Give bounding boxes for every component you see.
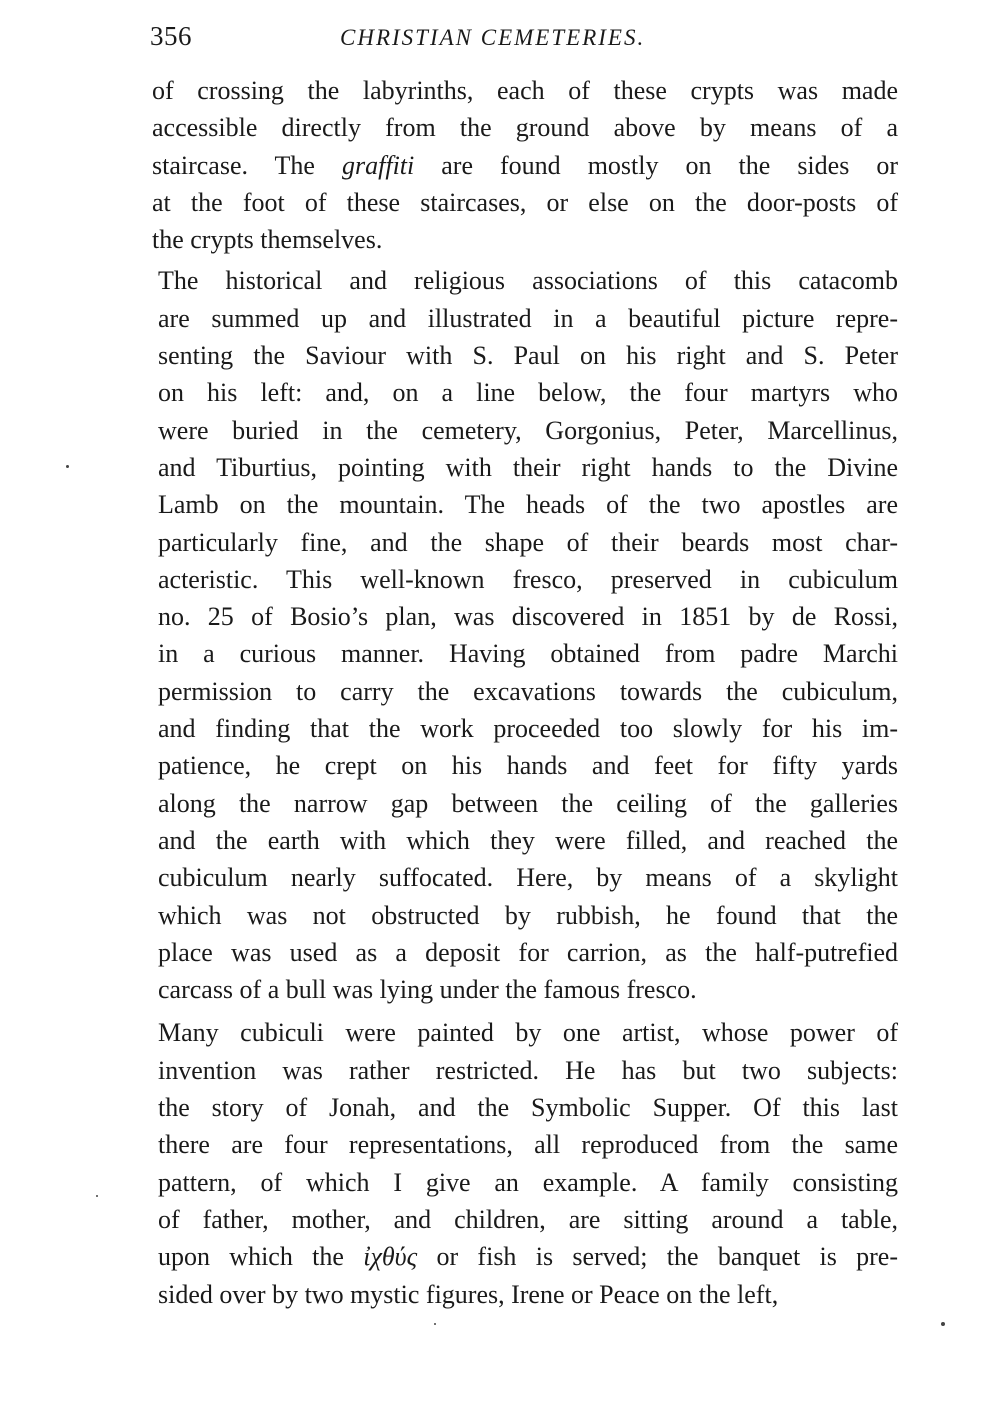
text-line <box>158 673 898 710</box>
text-line <box>158 1052 898 1089</box>
text-line <box>158 971 898 1008</box>
text-run: permission to carry the excavations towards the cubiculum, <box>158 676 898 706</box>
text-line <box>158 859 898 896</box>
text-line <box>158 710 898 747</box>
page-number: 356 <box>150 21 192 51</box>
text-line <box>152 221 898 258</box>
text-run: cubiculum nearly suffocated. Here, by means of a skylight <box>158 863 898 893</box>
text-run: and the earth with which they were filled, and reached the <box>158 825 898 855</box>
text-run: carcass of a bull was lying under the famous fresco. <box>158 975 697 1005</box>
text-run: on his left: and, on a line below, the four martyrs who <box>158 378 898 408</box>
text-run: The historical and religious associations of this catacomb <box>158 266 898 296</box>
text-run: sided over by two mystic figures, Irene or Peace on the left, <box>158 1279 779 1309</box>
text-run: in a curious manner. Having obtained from padre Marchi <box>158 639 898 669</box>
text-line <box>152 184 898 221</box>
text-run: the crypts themselves. <box>152 225 383 255</box>
text-run: Many cubiculi were painted by one artist, whose power of <box>158 1018 898 1048</box>
text-line <box>158 598 898 635</box>
body-text <box>152 72 898 1313</box>
text-run: patience, he crept on his hands and feet for fifty yards <box>158 751 898 781</box>
text-run: along the narrow gap between the ceiling of the galleries <box>158 788 898 818</box>
text-line <box>158 934 898 971</box>
text-run: accessible directly from the ground above by means of a <box>152 113 898 143</box>
text-run: no. 25 of Bosio’s plan, was discovered in 1851 by de Rossi, <box>158 602 898 632</box>
text-line <box>158 262 898 299</box>
text-line <box>158 449 898 486</box>
stray-mark <box>434 1323 436 1325</box>
text-line <box>158 1164 898 1201</box>
text-line <box>158 1126 898 1163</box>
text-run: upon which the <box>158 1242 364 1272</box>
text-line <box>158 374 898 411</box>
text-run: senting the Saviour with S. Paul on his right and S. Peter <box>158 341 898 371</box>
text-run: place was used as a deposit for carrion, as the half-putrefied <box>158 937 898 967</box>
text-run: Lamb on the mountain. The heads of the two apostles are <box>158 490 898 520</box>
text-line <box>158 747 898 784</box>
text-run: are summed up and illustrated in a beautiful picture repre- <box>158 303 898 333</box>
text-line <box>158 337 898 374</box>
text-line <box>152 147 898 184</box>
text-run: and finding that the work proceeded too slowly for his im- <box>158 714 898 744</box>
text-line <box>158 822 898 859</box>
italic-term: graffiti <box>342 150 415 180</box>
running-title: CHRISTIAN CEMETERIES. <box>340 25 646 50</box>
text-run: there are four representations, all reproduced from the same <box>158 1130 898 1160</box>
stray-mark <box>96 1195 98 1197</box>
text-run: are found mostly on the sides or <box>414 150 898 180</box>
text-line <box>158 1238 898 1275</box>
stray-mark <box>941 1322 945 1326</box>
text-line <box>158 785 898 822</box>
text-run: particularly fine, and the shape of their beards most char- <box>158 527 898 557</box>
text-line <box>158 561 898 598</box>
text-run: and Tiburtius, pointing with their right hands to the Divine <box>158 452 898 482</box>
text-run: at the foot of these staircases, or else on the door-posts of <box>152 187 898 217</box>
text-line <box>158 524 898 561</box>
text-run: of father, mother, and children, are sitting around a table, <box>158 1204 898 1234</box>
text-run: which was not obstructed by rubbish, he found that the <box>158 900 898 930</box>
text-line <box>152 72 898 109</box>
text-run: were buried in the cemetery, Gorgonius, Peter, Marcellinus, <box>158 415 898 445</box>
text-run: pattern, of which I give an example. A family consisting <box>158 1167 898 1197</box>
text-run: invention was rather restricted. He has but two subjects: <box>158 1055 898 1085</box>
text-line <box>158 635 898 672</box>
text-line <box>158 300 898 337</box>
text-line <box>158 412 898 449</box>
stray-mark <box>66 465 69 468</box>
text-line <box>158 486 898 523</box>
text-line <box>158 897 898 934</box>
text-run: staircase. The <box>152 150 342 180</box>
text-line <box>158 1276 898 1313</box>
text-run: acteristic. This well-known fresco, preserved in cubiculum <box>158 564 898 594</box>
text-run: of crossing the labyrinths, each of these crypts was made <box>152 76 898 105</box>
text-line <box>158 1201 898 1238</box>
running-head <box>150 18 900 54</box>
text-run: or fish is served; the banquet is pre- <box>417 1242 898 1272</box>
text-line <box>152 109 898 146</box>
italic-term: ἰχθύς <box>363 1242 418 1272</box>
text-line <box>158 1089 898 1126</box>
text-line <box>158 1014 898 1051</box>
text-run: the story of Jonah, and the Symbolic Supper. Of this last <box>158 1093 898 1123</box>
